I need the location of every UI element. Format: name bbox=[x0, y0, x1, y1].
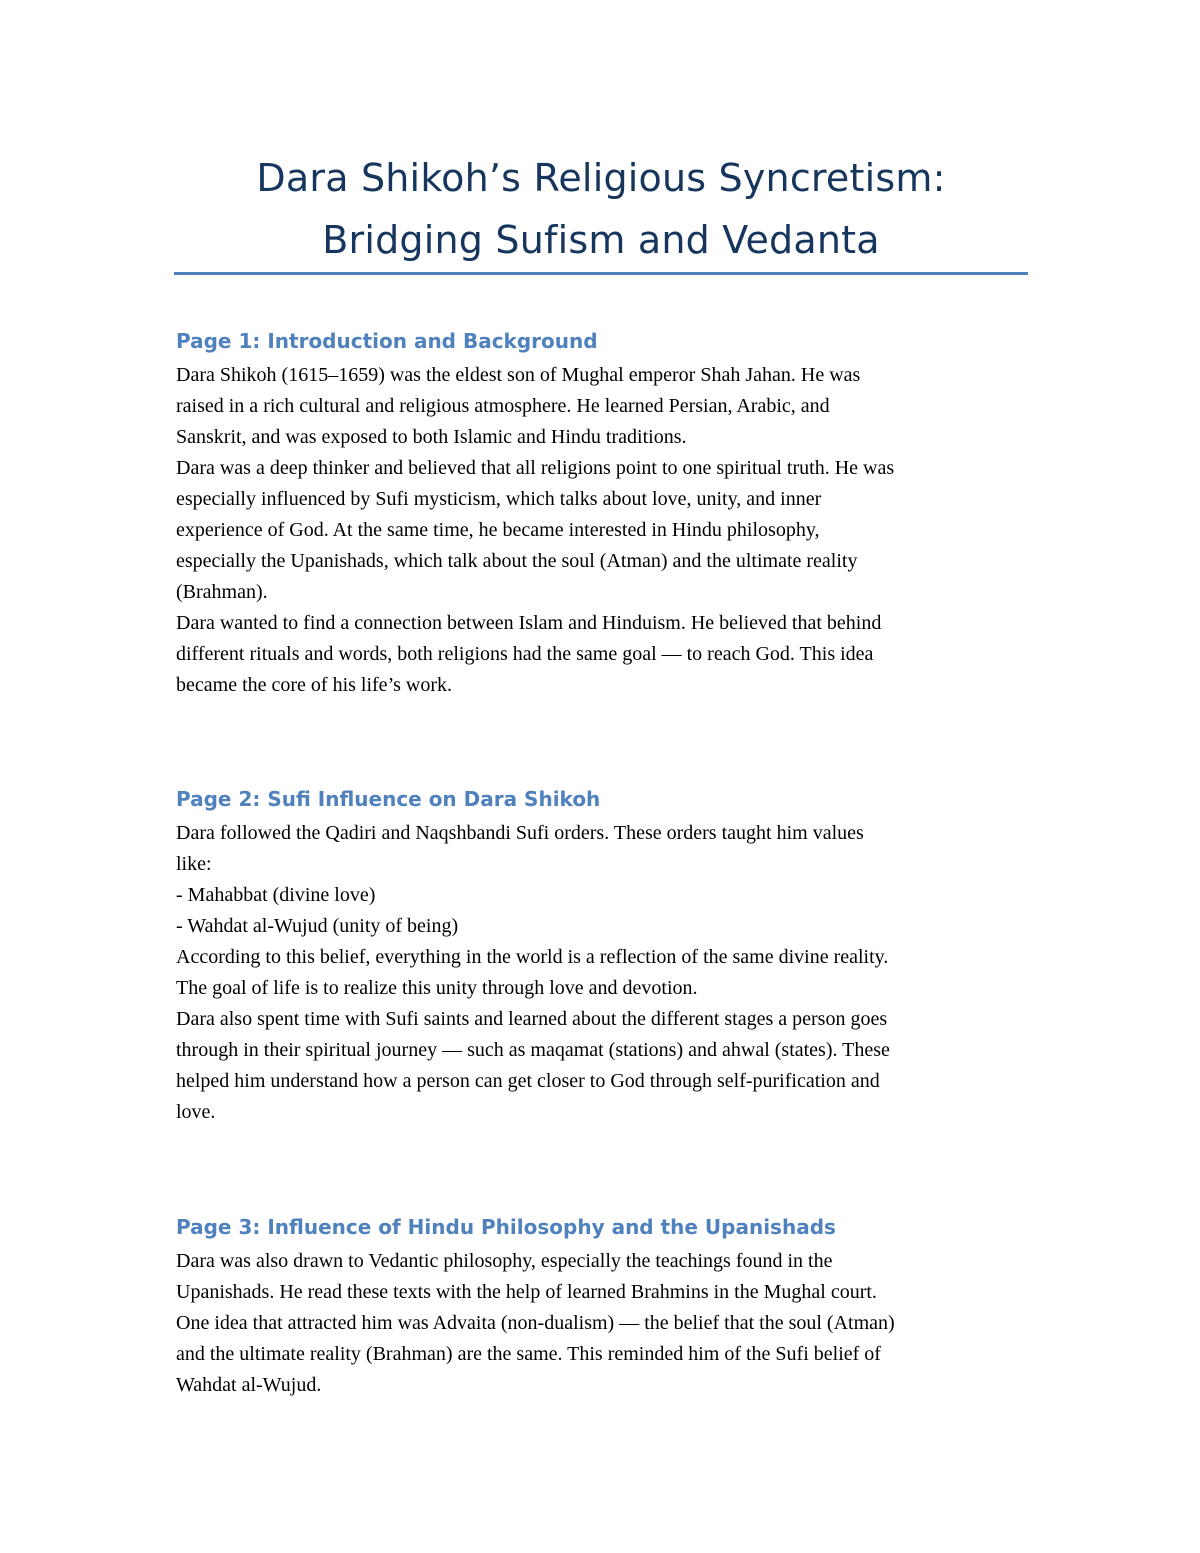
paragraph bbox=[176, 1308, 1036, 1401]
list-item bbox=[176, 880, 1036, 911]
text-line: - Wahdat al-Wujud (unity of being) bbox=[176, 915, 459, 937]
text-line: Upanishads. He read these texts with the help of learned Brahmins in the Mughal court. bbox=[176, 1281, 877, 1303]
list-item bbox=[176, 911, 1036, 942]
text-line: like: bbox=[176, 853, 212, 875]
text-line: different rituals and words, both religions had the same goal — to reach God. This idea bbox=[176, 643, 874, 665]
text-line: raised in a rich cultural and religious atmosphere. He learned Persian, Arabic, and bbox=[176, 395, 830, 417]
text-line: especially the Upanishads, which talk about the soul (Atman) and the ultimate reality bbox=[176, 550, 858, 572]
text-line: (Brahman). bbox=[176, 581, 268, 603]
paragraph bbox=[176, 360, 1036, 453]
paragraph bbox=[176, 1246, 1036, 1308]
paragraph bbox=[176, 942, 1036, 1004]
text-line: Dara was also drawn to Vedantic philosophy, especially the teachings found in the bbox=[176, 1250, 833, 1272]
section-introduction bbox=[176, 326, 1036, 701]
title-underline-rule bbox=[174, 272, 1028, 275]
text-line: The goal of life is to realize this unity through love and devotion. bbox=[176, 977, 698, 999]
text-line: love. bbox=[176, 1101, 216, 1123]
text-line: became the core of his life’s work. bbox=[176, 674, 453, 696]
text-line: through in their spiritual journey — such as maqamat (stations) and ahwal (states). These bbox=[176, 1039, 890, 1061]
text-line: especially influenced by Sufi mysticism, which talks about love, unity, and inner bbox=[176, 488, 822, 510]
section-heading: Page 3: Influence of Hindu Philosophy and the Upanishads bbox=[176, 1215, 836, 1239]
paragraph bbox=[176, 1004, 1036, 1128]
text-line: One idea that attracted him was Advaita (non-dualism) — the belief that the soul (Atman) bbox=[176, 1312, 895, 1334]
text-line: Sanskrit, and was exposed to both Islamic and Hindu traditions. bbox=[176, 426, 687, 448]
section-sufi-influence bbox=[176, 784, 1036, 1128]
text-line: experience of God. At the same time, he became interested in Hindu philosophy, bbox=[176, 519, 820, 541]
text-line: and the ultimate reality (Brahman) are the same. This reminded him of the Sufi belief of bbox=[176, 1343, 881, 1365]
text-line: Dara wanted to find a connection between Islam and Hinduism. He believed that behind bbox=[176, 612, 882, 634]
text-line: According to this belief, everything in the world is a reflection of the same divine reality. bbox=[176, 946, 889, 968]
title-line-1: Dara Shikoh’s Religious Syncretism: bbox=[256, 156, 946, 200]
text-line: Dara Shikoh (1615–1659) was the eldest son of Mughal emperor Shah Jahan. He was bbox=[176, 364, 861, 386]
paragraph bbox=[176, 453, 1036, 608]
text-line: Dara was a deep thinker and believed that all religions point to one spiritual truth. He was bbox=[176, 457, 895, 479]
text-line: Wahdat al-Wujud. bbox=[176, 1374, 322, 1396]
text-line: helped him understand how a person can get closer to God through self-purification and bbox=[176, 1070, 880, 1092]
section-hindu-philosophy bbox=[176, 1212, 1036, 1401]
paragraph bbox=[176, 818, 1036, 880]
text-line: - Mahabbat (divine love) bbox=[176, 884, 376, 906]
document-title bbox=[174, 147, 1028, 271]
text-line: Dara followed the Qadiri and Naqshbandi Sufi orders. These orders taught him values bbox=[176, 822, 864, 844]
paragraph bbox=[176, 608, 1036, 701]
section-heading: Page 2: Sufi Influence on Dara Shikoh bbox=[176, 787, 601, 811]
section-heading: Page 1: Introduction and Background bbox=[176, 329, 598, 353]
text-line: Dara also spent time with Sufi saints and learned about the different stages a person goes bbox=[176, 1008, 888, 1030]
title-line-2: Bridging Sufism and Vedanta bbox=[322, 218, 880, 262]
